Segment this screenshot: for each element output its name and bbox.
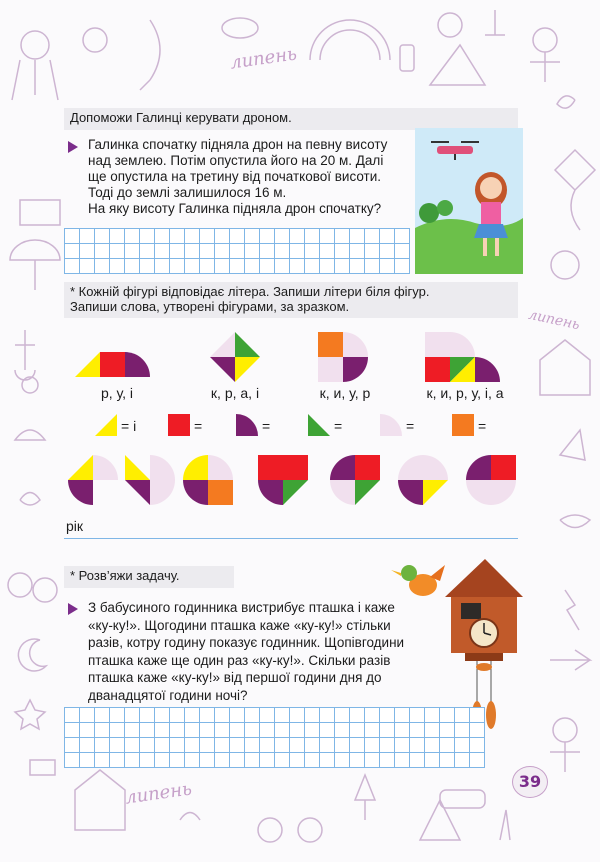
plane-doodle-icon bbox=[550, 650, 590, 670]
legend-red-square bbox=[168, 414, 190, 436]
pencil-doodle-icon bbox=[500, 810, 510, 840]
example-label-4: к, и, р, у, і, а bbox=[426, 385, 504, 401]
book-doodle-icon bbox=[20, 200, 60, 225]
palm-doodle-icon bbox=[140, 20, 160, 90]
legend-answer-6[interactable]: = bbox=[478, 418, 487, 434]
task-figure-7 bbox=[466, 455, 516, 505]
task1-text bbox=[88, 137, 387, 217]
balloon-doodle-icon bbox=[8, 573, 32, 597]
tree-doodle-icon bbox=[355, 775, 375, 820]
pendulum-icon bbox=[476, 663, 492, 671]
task3-line: З бабусиного годинника вистрибує пташка і каже bbox=[88, 600, 395, 615]
example-figure-2 bbox=[210, 332, 260, 382]
legend-answer-5[interactable]: = bbox=[406, 418, 415, 434]
stickman-doodle-icon bbox=[553, 718, 577, 742]
star-doodle-icon bbox=[15, 700, 45, 729]
car-doodle-icon bbox=[440, 790, 485, 808]
legend-shapes bbox=[95, 414, 474, 436]
lightning-doodle-icon bbox=[565, 590, 579, 630]
task-figure-5 bbox=[330, 455, 380, 505]
ball-doodle-icon bbox=[438, 13, 462, 37]
cuckoo-bird-icon bbox=[391, 565, 445, 596]
task1-line: ще опустила на третину від початкової висоти. bbox=[88, 169, 382, 184]
plant-doodle-icon bbox=[485, 10, 505, 35]
cake-doodle-icon bbox=[30, 760, 55, 775]
task-figure-1 bbox=[68, 455, 118, 505]
task1-line: Тоді до землі залишилося 16 м. bbox=[88, 185, 287, 200]
task-figure-2 bbox=[125, 455, 175, 505]
rainbow-doodle-icon bbox=[310, 20, 390, 60]
bicycle-doodle-icon bbox=[258, 818, 282, 842]
sailboat-doodle-icon bbox=[420, 800, 460, 840]
legend-pink-quarter bbox=[380, 414, 402, 436]
turtle-doodle-icon bbox=[222, 18, 258, 38]
task1-line: Галинка спочатку підняла дрон на певну висоту bbox=[88, 137, 388, 152]
windmill-doodle-icon bbox=[75, 770, 125, 830]
task3-line: пташка каже «ку-ку!» від першої години дня до bbox=[88, 670, 382, 685]
task1-answer-grid[interactable] bbox=[64, 228, 410, 274]
task1-line: На яку висоту Галинка підняла дрон спочатку? bbox=[88, 201, 382, 216]
task3-text bbox=[88, 599, 404, 704]
page-number: 39 bbox=[512, 766, 548, 798]
task3-header: * Розв’яжи задачу. bbox=[64, 566, 234, 588]
task3-bullet-icon bbox=[68, 603, 78, 615]
answer-line[interactable] bbox=[64, 538, 518, 539]
task-figure-6 bbox=[398, 455, 448, 505]
example-figure-4 bbox=[425, 332, 500, 382]
task3-line: дванадцятої години ночі? bbox=[88, 687, 248, 703]
legend-yellow-triangle bbox=[95, 414, 117, 436]
task1-bullet-icon bbox=[68, 141, 78, 153]
candy-doodle-icon bbox=[180, 813, 200, 821]
month-label-top: липень bbox=[228, 43, 299, 74]
legend-answer-4[interactable]: = bbox=[334, 418, 343, 434]
task1-header: Допоможи Галинці керувати дроном. bbox=[64, 108, 518, 130]
task3-line: «ку-ку!». Щогодини пташка каже «ку-ку!» стільки bbox=[88, 617, 391, 633]
task2-header-line: Запиши слова, утворені фігурами, за зразком. bbox=[70, 299, 350, 314]
shape-puzzle bbox=[0, 320, 600, 520]
task1-line: над землею. Потім опустила його на 20 м. Далі bbox=[88, 153, 384, 168]
example-label-3: к, и, у, р bbox=[319, 385, 371, 401]
example-label-2: к, р, а, і bbox=[210, 385, 260, 401]
task-figure-3 bbox=[183, 455, 233, 505]
task-figure-4 bbox=[258, 455, 308, 505]
girl-doodle-icon bbox=[21, 31, 49, 59]
legend-answer-2[interactable]: = bbox=[194, 418, 203, 434]
boy-doodle-icon bbox=[533, 28, 557, 52]
answer-word: рік bbox=[66, 518, 84, 534]
sun-doodle-icon bbox=[551, 251, 579, 279]
legend-answer-3[interactable]: = bbox=[262, 418, 271, 434]
example-figure-1 bbox=[75, 352, 150, 377]
task3-line: разів, котру годину показує годинник. Щопівгодини bbox=[88, 635, 405, 650]
phone-doodle-icon bbox=[400, 45, 414, 71]
legend-purple-quarter bbox=[236, 414, 258, 436]
bird-doodle-icon bbox=[557, 96, 575, 108]
umbrella-doodle-icon bbox=[10, 240, 60, 290]
mountain-doodle-icon bbox=[430, 45, 485, 85]
task3-line: пташка каже ще один раз «ку-ку!». Скільки разів bbox=[88, 652, 391, 668]
kite-doodle-icon bbox=[555, 150, 595, 230]
task3-answer-grid[interactable] bbox=[64, 707, 485, 768]
month-label-side: липень bbox=[526, 306, 582, 334]
legend-green-triangle bbox=[308, 414, 330, 436]
example-figure-3 bbox=[318, 332, 368, 382]
cat-doodle-icon bbox=[83, 28, 107, 52]
clock-roof-icon bbox=[445, 559, 523, 597]
girl-drone-illustration bbox=[415, 128, 523, 274]
task2-header bbox=[64, 282, 518, 318]
moon-doodle-icon bbox=[18, 639, 46, 671]
legend-answer-1[interactable]: = і bbox=[121, 418, 137, 434]
example-label-1: р, у, і bbox=[100, 385, 134, 401]
task2-header-line: * Кожній фігурі відповідає літера. Запиши літери біля фігур. bbox=[70, 284, 430, 299]
legend-orange-square bbox=[452, 414, 474, 436]
month-label-bottom: липень bbox=[123, 778, 194, 809]
